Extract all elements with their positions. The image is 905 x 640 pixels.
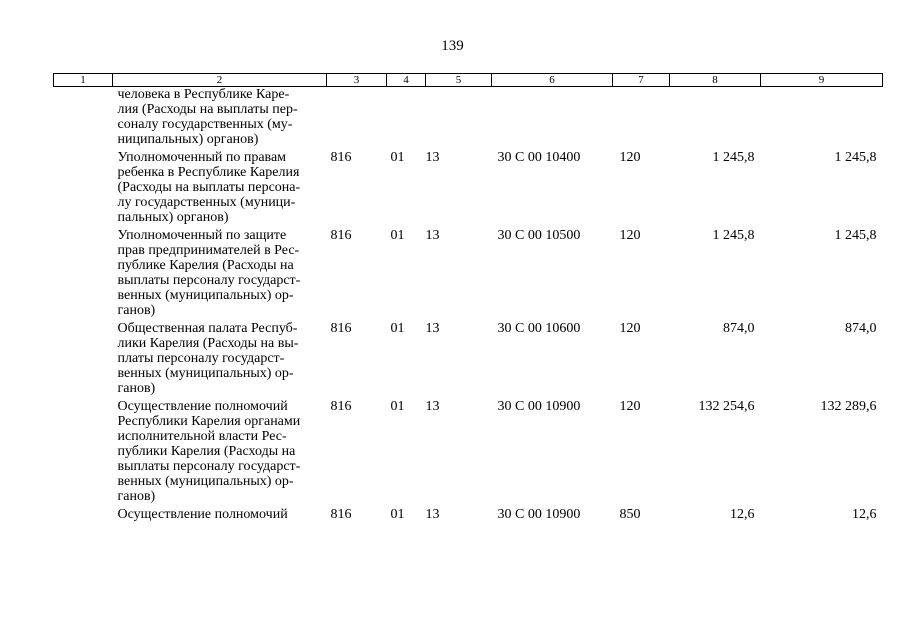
section-code: 01: [390, 150, 405, 165]
section-code: 01: [390, 399, 405, 414]
amount-col-8: 1 245,8: [712, 228, 755, 243]
row-index-cell: [54, 87, 113, 151]
column-header-2: 2: [113, 74, 327, 87]
page-number: 139: [441, 38, 464, 54]
subsection-code: 13: [425, 321, 440, 336]
ministry-code: 816: [330, 228, 352, 243]
target-article-code: 30 С 00 10900: [497, 507, 581, 522]
target-article-code: 30 С 00 10400: [497, 150, 581, 165]
column-header-3: 3: [327, 74, 387, 87]
target-article-code: 30 С 00 10500: [497, 228, 581, 243]
expense-name: Общественная палата Респуб- лики Карелия (Расходы на вы- платы персоналу государст- венных (муниципальных) ор- ганов): [117, 321, 299, 396]
amount-col-8: 874,0: [723, 321, 755, 336]
amount-col-9: 1 245,8: [834, 150, 877, 165]
table-row: [54, 399, 883, 507]
expense-type-code: 850: [619, 507, 641, 522]
section-code: 01: [390, 228, 405, 243]
expense-name: Осуществление полномочий: [117, 507, 288, 522]
column-number-header: [54, 74, 883, 87]
expense-type-code: 120: [619, 150, 641, 165]
column-header-9: 9: [761, 74, 883, 87]
subsection-code: 13: [425, 507, 440, 522]
expense-type-code: [613, 87, 670, 151]
amount-col-9: [761, 87, 883, 151]
amount-col-9: 1 245,8: [834, 228, 877, 243]
subsection-code: [426, 87, 492, 151]
row-index-cell: [54, 399, 113, 507]
column-header-5: 5: [426, 74, 492, 87]
ministry-code: 816: [330, 150, 352, 165]
column-header-8: 8: [670, 74, 761, 87]
column-header-6: 6: [492, 74, 613, 87]
ministry-code: [327, 87, 387, 151]
row-index-cell: [54, 150, 113, 228]
expense-type-code: 120: [619, 321, 641, 336]
amount-col-9: 132 289,6: [820, 399, 877, 414]
section-code: 01: [390, 507, 405, 522]
section-code: [387, 87, 426, 151]
expense-type-code: 120: [619, 399, 641, 414]
ministry-code: 816: [330, 399, 352, 414]
column-header-7: 7: [613, 74, 670, 87]
amount-col-8: [670, 87, 761, 151]
amount-col-9: 12,6: [852, 507, 877, 522]
subsection-code: 13: [425, 150, 440, 165]
expense-name: Уполномоченный по защите прав предпринимателей в Рес- публике Карелия (Расходы на выплаты персоналу государст- венных (муниципальных) ор- ганов): [117, 228, 301, 318]
expense-name: Уполномоченный по правам ребенка в Республике Карелия (Расходы на выплаты персона- лу государственных (муници- пальных) органов): [117, 150, 301, 225]
section-code: 01: [390, 321, 405, 336]
amount-col-8: 12,6: [730, 507, 755, 522]
table-row: [54, 150, 883, 228]
expense-name: человека в Республике Каре- лия (Расходы на выплаты пер- соналу государственных (му- ниципальных) органов): [117, 87, 298, 147]
row-index-cell: [54, 228, 113, 321]
column-header-1: 1: [54, 74, 113, 87]
subsection-code: 13: [425, 399, 440, 414]
subsection-code: 13: [425, 228, 440, 243]
row-index-cell: [54, 507, 113, 525]
table-row: [54, 321, 883, 399]
column-header-4: 4: [387, 74, 426, 87]
target-article-code: [492, 87, 613, 151]
table-row: [54, 87, 883, 151]
ministry-code: 816: [330, 507, 352, 522]
ministry-code: 816: [330, 321, 352, 336]
amount-col-9: 874,0: [845, 321, 877, 336]
budget-table: [53, 73, 883, 525]
target-article-code: 30 С 00 10600: [497, 321, 581, 336]
amount-col-8: 132 254,6: [698, 399, 755, 414]
target-article-code: 30 С 00 10900: [497, 399, 581, 414]
expense-name: Осуществление полномочий Республики Карелия органами исполнительной власти Рес- публики Карелия (Расходы на выплаты персоналу государст- венных (муниципальных) ор- ганов): [117, 399, 301, 504]
row-index-cell: [54, 321, 113, 399]
expense-type-code: 120: [619, 228, 641, 243]
table-row: [54, 507, 883, 525]
amount-col-8: 1 245,8: [712, 150, 755, 165]
table-row: [54, 228, 883, 321]
